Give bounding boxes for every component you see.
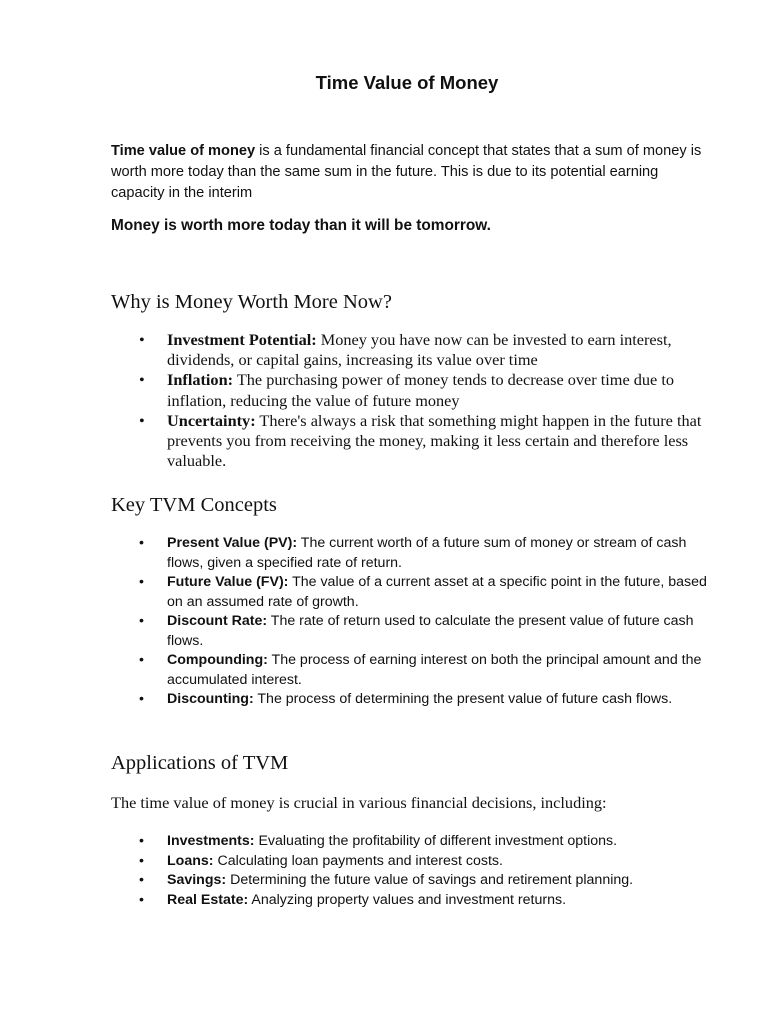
intro-paragraph bbox=[111, 141, 711, 204]
list-item-term: Discount Rate: bbox=[167, 613, 268, 629]
list-item bbox=[111, 852, 711, 872]
list-item bbox=[111, 370, 711, 410]
applications-intro: The time value of money is crucial in various financial decisions, including: bbox=[111, 793, 607, 812]
list-item bbox=[111, 573, 711, 612]
list-item bbox=[111, 612, 711, 651]
list-item bbox=[111, 891, 711, 911]
list-item-text: The value of a current asset at a specific point in the future, based on an assumed rate of growth. bbox=[167, 574, 707, 610]
list-item-term: Investment Potential: bbox=[167, 330, 317, 349]
intro-term: Time value of money bbox=[111, 143, 256, 159]
list-item-term: Uncertainty: bbox=[167, 410, 256, 430]
list-item-text: Analyzing property values and investment returns. bbox=[248, 891, 567, 908]
bullet-icon: • bbox=[139, 852, 144, 869]
document-title: Time Value of Money bbox=[315, 72, 499, 93]
list-item-text: There's always a risk that something might happen in the future that prevents you from receiving the money, making it less certain and therefore less valuable. bbox=[167, 410, 702, 471]
list-item-term: Savings: bbox=[167, 872, 227, 888]
intro-text: is a fundamental financial concept that states that a sum of money is worth more today than the same sum in the future. This is due to its potential earning capacity in the interim bbox=[111, 143, 702, 201]
list-item bbox=[111, 411, 711, 472]
list-item-term: Future Value (FV): bbox=[167, 574, 289, 590]
list-item-text: The current worth of a future sum of money or stream of cash flows, given a specified rate of return. bbox=[167, 535, 687, 571]
bullet-icon: • bbox=[139, 833, 144, 849]
list-item-text: The process of earning interest on both the principal amount and the accumulated interest. bbox=[167, 652, 702, 688]
bullet-icon: • bbox=[139, 535, 144, 551]
list-item-text: The rate of return used to calculate the present value of future cash flows. bbox=[167, 613, 694, 649]
list-item-text: Calculating loan payments and interest costs. bbox=[213, 852, 503, 869]
bullet-icon: • bbox=[139, 330, 145, 349]
list-item bbox=[111, 832, 711, 852]
bullet-icon: • bbox=[139, 370, 145, 390]
list-item bbox=[111, 534, 711, 573]
list-item-term: Investments: bbox=[167, 833, 255, 849]
bullet-icon: • bbox=[139, 574, 144, 590]
why-list bbox=[111, 330, 711, 471]
list-item-term: Discounting: bbox=[167, 691, 254, 707]
list-item-term: Compounding: bbox=[167, 652, 268, 668]
bullet-icon: • bbox=[139, 613, 144, 629]
applications-list bbox=[111, 832, 711, 910]
list-item-text: Determining the future value of savings and retirement planning. bbox=[226, 872, 634, 888]
heading-why-money-worth-more: Why is Money Worth More Now? bbox=[111, 291, 392, 313]
concepts-list bbox=[111, 534, 711, 710]
list-item-text: The purchasing power of money tends to decrease over time due to inflation, reducing the value of future money bbox=[167, 370, 675, 410]
list-item-text: Evaluating the profitability of different investment options. bbox=[254, 833, 618, 849]
list-item bbox=[111, 651, 711, 690]
list-item-term: Real Estate: bbox=[167, 891, 249, 908]
emphasis-statement: Money is worth more today than it will be tomorrow. bbox=[111, 217, 491, 234]
list-item-term: Loans: bbox=[167, 852, 214, 869]
list-item bbox=[111, 871, 711, 891]
list-item-term: Present Value (PV): bbox=[167, 535, 298, 551]
list-item-term: Inflation: bbox=[167, 370, 234, 390]
bullet-icon: • bbox=[139, 691, 144, 707]
list-item-text: Money you have now can be invested to earn interest, dividends, or capital gains, increasing its value over time bbox=[167, 330, 672, 370]
heading-key-tvm-concepts: Key TVM Concepts bbox=[111, 494, 277, 516]
heading-applications-of-tvm: Applications of TVM bbox=[111, 752, 289, 774]
list-item bbox=[111, 690, 711, 710]
bullet-icon: • bbox=[139, 410, 145, 430]
bullet-icon: • bbox=[139, 652, 144, 668]
list-item-text: The process of determining the present value of future cash flows. bbox=[253, 691, 673, 707]
bullet-icon: • bbox=[139, 891, 144, 908]
list-item bbox=[111, 330, 711, 370]
bullet-icon: • bbox=[139, 872, 144, 888]
